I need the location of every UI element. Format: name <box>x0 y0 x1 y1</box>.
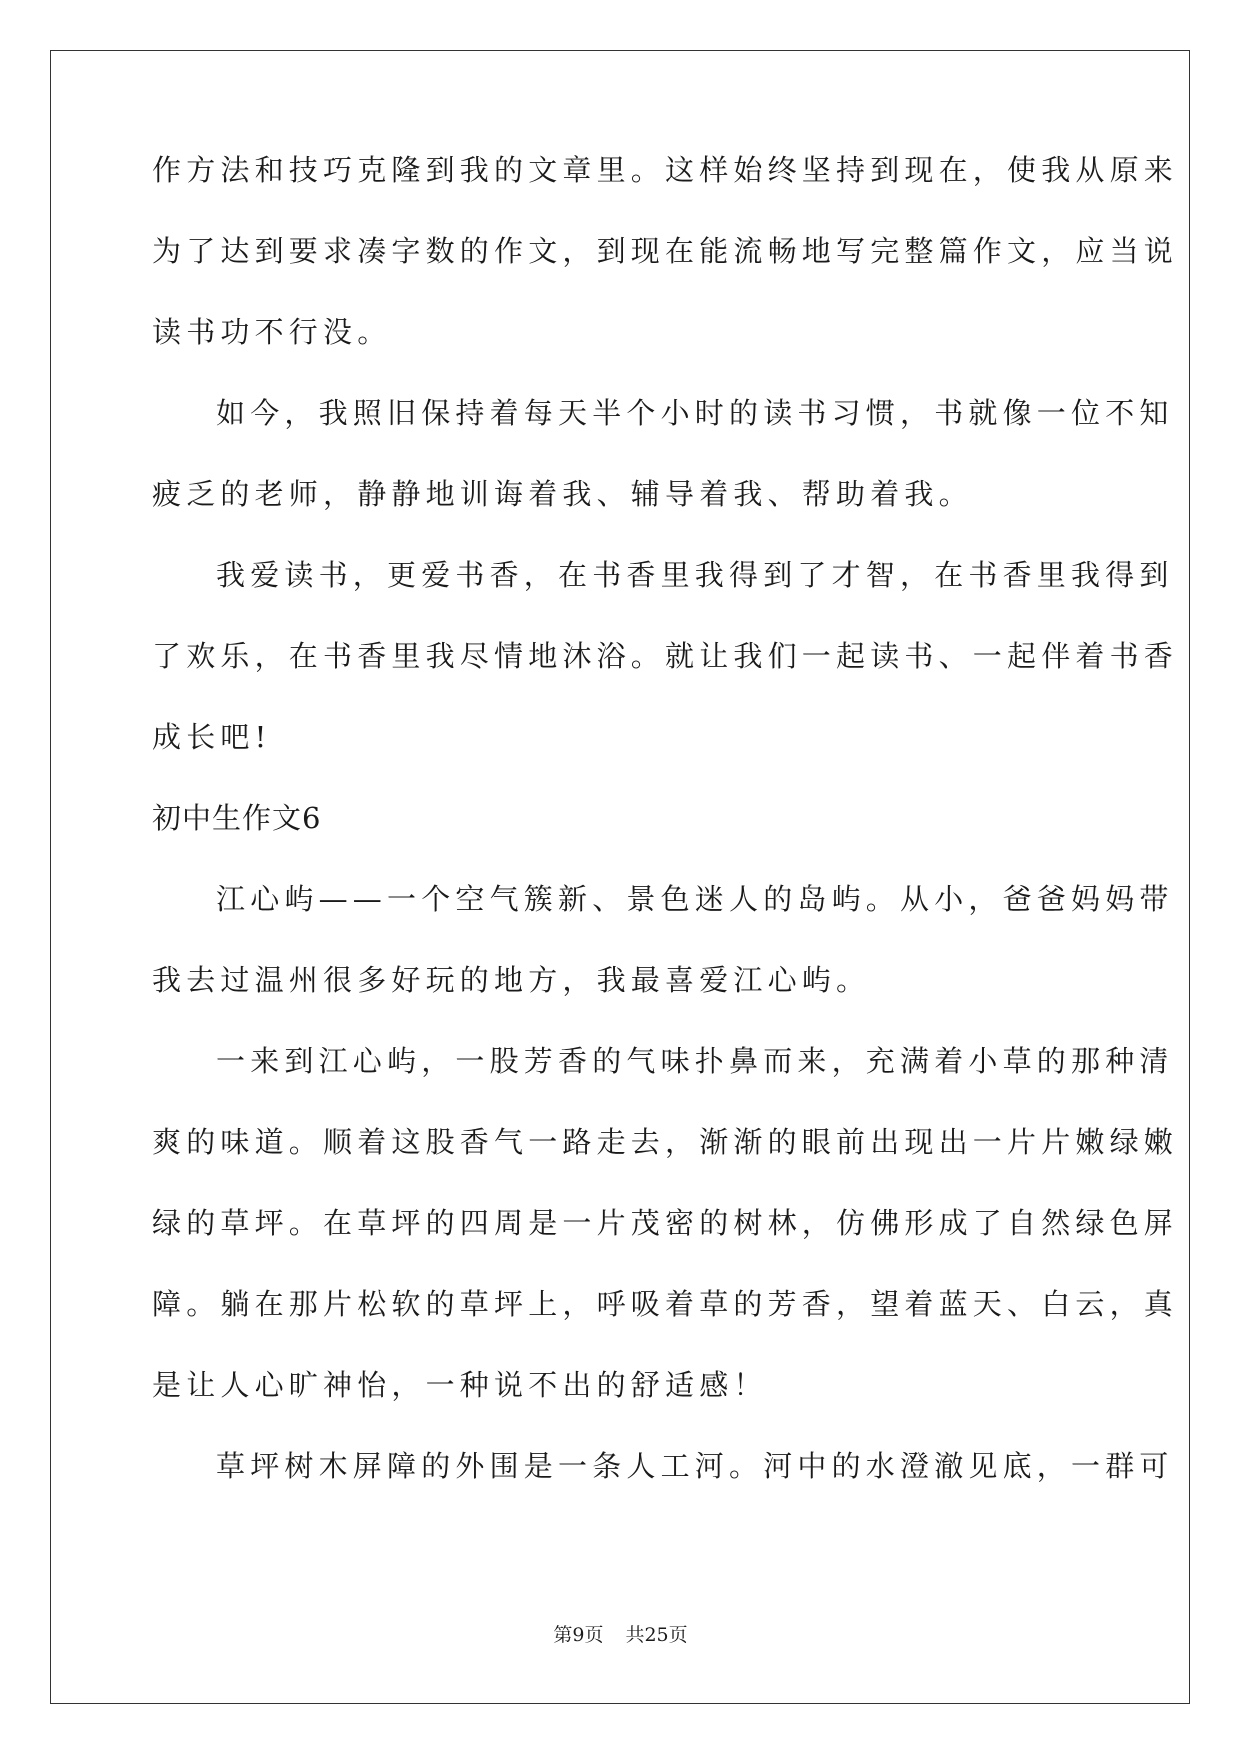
text-line: 江心屿——一个空气簇新、景色迷人的岛屿。从小，爸爸妈妈带 <box>216 882 1174 916</box>
text-line: 为了达到要求凑字数的作文，到现在能流畅地写完整篇作文，应当说 <box>152 234 1179 268</box>
text-line: 是让人心旷神怡，一种说不出的舒适感！ <box>152 1368 768 1402</box>
text-line: 成长吧! <box>152 720 272 754</box>
text-line: 爽的味道。顺着这股香气一路走去，渐渐的眼前出现出一片片嫩绿嫩 <box>152 1125 1179 1159</box>
section-heading: 初中生作文6 <box>152 801 322 835</box>
text-line: 草坪树木屏障的外围是一条人工河。河中的水澄澈见底，一群可 <box>216 1449 1174 1483</box>
text-line: 了欢乐，在书香里我尽情地沐浴。就让我们一起读书、一起伴着书香 <box>152 639 1179 673</box>
text-line: 作方法和技巧克隆到我的文章里。这样始终坚持到现在，使我从原来 <box>152 153 1179 187</box>
text-line: 障。躺在那片松软的草坪上，呼吸着草的芳香，望着蓝天、白云，真 <box>152 1287 1179 1321</box>
text-line: 疲乏的老师，静静地训诲着我、辅导着我、帮助着我。 <box>152 477 973 511</box>
text-line: 我去过温州很多好玩的地方，我最喜爱江心屿。 <box>152 963 871 997</box>
page-total: 共25页 <box>625 1624 688 1646</box>
text-line: 我爱读书，更爱书香，在书香里我得到了才智，在书香里我得到 <box>216 558 1174 592</box>
page-footer <box>0 1620 1241 1647</box>
document-body <box>152 130 1179 1507</box>
text-line: 一来到江心屿，一股芳香的气味扑鼻而来，充满着小草的那种清 <box>216 1044 1174 1078</box>
text-line: 读书功不行没。 <box>152 315 392 349</box>
text-line: 绿的草坪。在草坪的四周是一片茂密的树林，仿佛形成了自然绿色屏 <box>152 1206 1179 1240</box>
page-number: 第9页 <box>553 1624 604 1646</box>
text-line: 如今，我照旧保持着每天半个小时的读书习惯，书就像一位不知 <box>216 396 1174 430</box>
